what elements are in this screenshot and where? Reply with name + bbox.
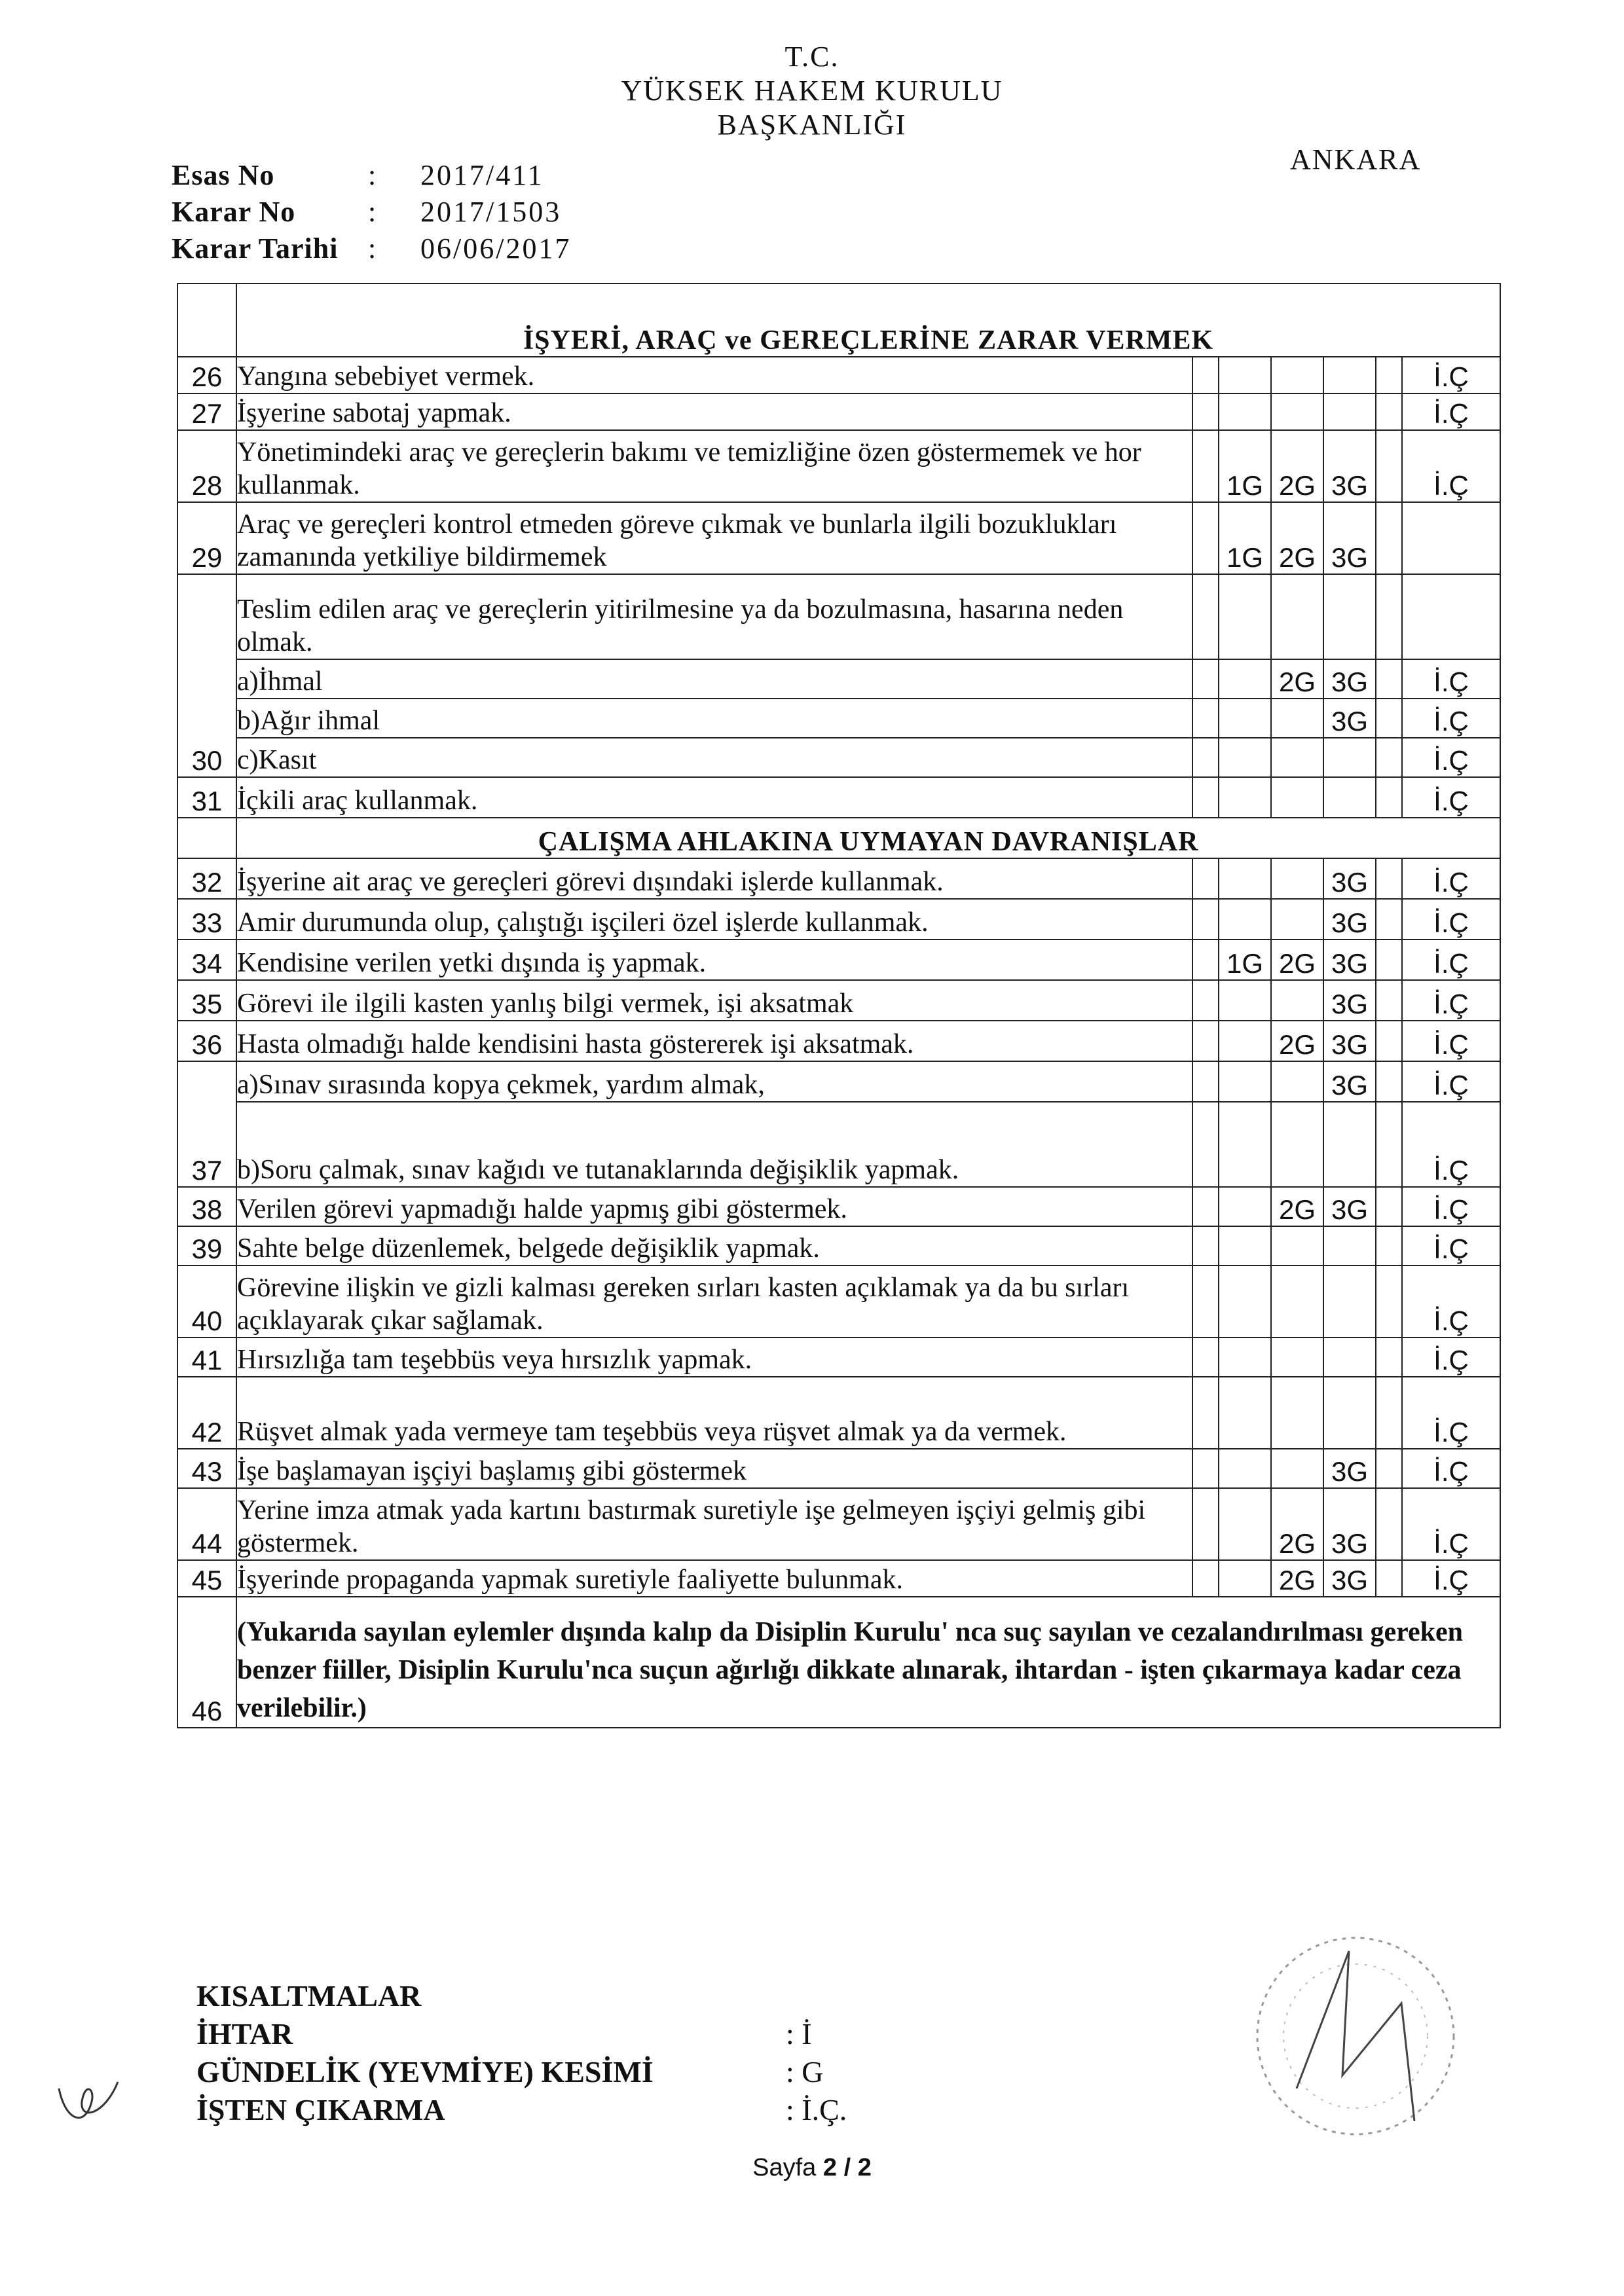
penalty-2g [1271, 1338, 1323, 1377]
row-number: 35 [177, 980, 236, 1021]
row-number: 29 [177, 502, 236, 574]
table-row [177, 393, 1500, 430]
blank-cell [1376, 777, 1402, 818]
blank-cell [1192, 980, 1219, 1021]
row-number: 46 [177, 1597, 236, 1728]
row-number: 26 [177, 357, 236, 393]
penalty-1g [1219, 899, 1271, 939]
penalty-2g: 2G [1271, 659, 1323, 699]
row-number-cell [177, 818, 236, 858]
penalty-dismissal: İ.Ç [1402, 777, 1500, 818]
penalty-2g [1271, 1102, 1323, 1187]
penalty-2g [1271, 1061, 1323, 1102]
penalty-2g: 2G [1271, 430, 1323, 502]
row-description: İşyerine sabotaj yapmak. [236, 393, 1192, 430]
section-title: ÇALIŞMA AHLAKINA UYMAYAN DAVRANIŞLAR [236, 818, 1500, 858]
section-header-row [177, 283, 1500, 357]
blank-cell [1192, 858, 1219, 899]
penalty-1g [1219, 858, 1271, 899]
row-description: c)Kasıt [236, 738, 1192, 777]
blank-cell [1376, 1061, 1402, 1102]
blank-cell [1192, 939, 1219, 980]
blank-cell [1376, 980, 1402, 1021]
note-text: (Yukarıda sayılan eylemler dışında kalıp da Disiplin Kurulu' nca suç sayılan ve cezalandırılması gereken benzer fiiller, Disiplin Kurulu'nca suçun ağırlığı dikkate alınarak, ihtardan - işten çıkarmaya kadar ceza verilebilir.) [236, 1597, 1500, 1728]
blank-cell [1192, 502, 1219, 574]
meta-label: Karar No [172, 196, 296, 228]
row-number: 38 [177, 1187, 236, 1226]
penalty-2g: 2G [1271, 502, 1323, 574]
penalty-3g: 3G [1323, 1449, 1376, 1488]
page-number: Sayfa 2 / 2 [752, 2154, 872, 2181]
table-row [177, 1266, 1500, 1338]
row-number: 36 [177, 1021, 236, 1061]
blank-cell [1376, 858, 1402, 899]
table-row [177, 980, 1500, 1021]
table-row [177, 430, 1500, 502]
penalty-1g: 1G [1219, 939, 1271, 980]
penalty-3g [1323, 357, 1376, 393]
abbreviation-value: : İ [786, 2017, 812, 2050]
penalty-2g [1271, 1449, 1323, 1488]
blank-cell [1376, 393, 1402, 430]
blank-cell [1376, 1449, 1402, 1488]
blank-cell [1376, 1187, 1402, 1226]
table-row [177, 1226, 1500, 1266]
blank-cell [1192, 430, 1219, 502]
penalty-dismissal: İ.Ç [1402, 1560, 1500, 1597]
penalty-dismissal: İ.Ç [1402, 1102, 1500, 1187]
penalty-dismissal: İ.Ç [1402, 1061, 1500, 1102]
penalty-dismissal: İ.Ç [1402, 1338, 1500, 1377]
row-description: Araç ve gereçleri kontrol etmeden göreve çıkmak ve bunlarla ilgili bozuklukları zamanında yetkiliye bildirmemek [236, 502, 1192, 574]
table-row [177, 1488, 1500, 1560]
penalty-1g [1219, 980, 1271, 1021]
meta-value: 06/06/2017 [420, 232, 572, 264]
row-number: 39 [177, 1226, 236, 1266]
penalty-2g [1271, 699, 1323, 738]
penalty-dismissal: İ.Ç [1402, 659, 1500, 699]
penalty-1g [1219, 1187, 1271, 1226]
table-row [177, 1449, 1500, 1488]
table-row [177, 777, 1500, 818]
row-number: 27 [177, 393, 236, 430]
row-description: Görevine ilişkin ve gizli kalması gereken sırları kasten açıklamak ya da bu sırları açıklayarak çıkar sağlamak. [236, 1266, 1192, 1338]
table-row [177, 939, 1500, 980]
penalty-3g [1323, 1226, 1376, 1266]
penalty-3g: 3G [1323, 1187, 1376, 1226]
row-description: İşyerinde propaganda yapmak suretiyle faaliyette bulunmak. [236, 1560, 1192, 1597]
penalty-1g [1219, 1449, 1271, 1488]
row-description: Hırsızlığa tam teşebbüs veya hırsızlık yapmak. [236, 1338, 1192, 1377]
row-description: Teslim edilen araç ve gereçlerin yitirilmesine ya da bozulmasına, hasarına neden olmak. [236, 574, 1192, 659]
penalty-1g [1219, 738, 1271, 777]
blank-cell [1192, 574, 1219, 659]
penalty-2g [1271, 1377, 1323, 1449]
row-description: Sahte belge düzenlemek, belgede değişiklik yapmak. [236, 1226, 1192, 1266]
row-description: Yönetimindeki araç ve gereçlerin bakımı ve temizliğine özen göstermemek ve hor kullanmak. [236, 430, 1192, 502]
penalty-1g [1219, 1338, 1271, 1377]
table-row [177, 574, 1500, 659]
section-title: İŞYERİ, ARAÇ ve GEREÇLERİNE ZARAR VERMEK [236, 283, 1500, 357]
table-row [177, 1061, 1500, 1102]
table-row [177, 1560, 1500, 1597]
row-description: Hasta olmadığı halde kendisini hasta göstererek işi aksatmak. [236, 1021, 1192, 1061]
blank-cell [1192, 1266, 1219, 1338]
blank-cell [1192, 357, 1219, 393]
blank-cell [1192, 1021, 1219, 1061]
blank-cell [1192, 1560, 1219, 1597]
section-header-row [177, 818, 1500, 858]
row-description: İşyerine ait araç ve gereçleri görevi dışındaki işlerde kullanmak. [236, 858, 1192, 899]
blank-cell [1376, 659, 1402, 699]
penalty-1g [1219, 1102, 1271, 1187]
penalty-dismissal: İ.Ç [1402, 738, 1500, 777]
row-description: İçkili araç kullanmak. [236, 777, 1192, 818]
note-row [177, 1597, 1500, 1728]
table-row [177, 858, 1500, 899]
table-row [177, 1377, 1500, 1449]
penalty-1g [1219, 1266, 1271, 1338]
penalty-2g [1271, 980, 1323, 1021]
penalty-2g: 2G [1271, 1560, 1323, 1597]
row-number: 40 [177, 1266, 236, 1338]
penalty-dismissal: İ.Ç [1402, 939, 1500, 980]
blank-cell [1376, 1021, 1402, 1061]
penalty-1g: 1G [1219, 502, 1271, 574]
header-institution: YÜKSEK HAKEM KURULU [621, 75, 1003, 107]
page-current: 2 [822, 2154, 838, 2181]
penalty-3g [1323, 777, 1376, 818]
penalty-1g [1219, 1061, 1271, 1102]
page-total: 2 [857, 2154, 872, 2181]
abbreviation-label: İHTAR [196, 2017, 293, 2050]
penalty-dismissal: İ.Ç [1402, 357, 1500, 393]
row-description: a)Sınav sırasında kopya çekmek, yardım almak, [236, 1061, 1192, 1102]
row-description: Verilen görevi yapmadığı halde yapmış gibi göstermek. [236, 1187, 1192, 1226]
penalty-3g: 3G [1323, 899, 1376, 939]
penalty-1g [1219, 1021, 1271, 1061]
meta-value: 2017/1503 [420, 196, 562, 228]
penalty-2g [1271, 393, 1323, 430]
penalty-2g [1271, 777, 1323, 818]
blank-cell [1376, 899, 1402, 939]
meta-value: 2017/411 [420, 159, 544, 191]
penalty-3g: 3G [1323, 1061, 1376, 1102]
penalty-2g [1271, 357, 1323, 393]
blank-cell [1376, 939, 1402, 980]
table-row [177, 502, 1500, 574]
penalty-dismissal: İ.Ç [1402, 980, 1500, 1021]
table-row [177, 1102, 1500, 1187]
row-description: Kendisine verilen yetki dışında iş yapmak. [236, 939, 1192, 980]
blank-cell [1376, 738, 1402, 777]
row-number: 32 [177, 858, 236, 899]
row-number: 42 [177, 1377, 236, 1449]
abbreviation-label: İŞTEN ÇIKARMA [196, 2093, 445, 2126]
penalty-3g [1323, 1338, 1376, 1377]
blank-cell [1192, 1488, 1219, 1560]
table-row [177, 1187, 1500, 1226]
row-number: 34 [177, 939, 236, 980]
blank-cell [1192, 899, 1219, 939]
penalty-2g [1271, 574, 1323, 659]
blank-cell [1192, 1449, 1219, 1488]
penalty-2g: 2G [1271, 1488, 1323, 1560]
abbreviation-label: GÜNDELİK (YEVMİYE) KESİMİ [196, 2055, 654, 2088]
penalty-1g [1219, 777, 1271, 818]
row-description: Amir durumunda olup, çalıştığı işçileri özel işlerde kullanmak. [236, 899, 1192, 939]
penalty-3g: 3G [1323, 502, 1376, 574]
signature-mark [46, 2062, 124, 2141]
row-description: Yangına sebebiyet vermek. [236, 357, 1192, 393]
header-tc: T.C. [784, 41, 840, 73]
penalty-dismissal: İ.Ç [1402, 430, 1500, 502]
meta-row-tarih: Karar Tarihi : 06/06/2017 [172, 230, 571, 267]
table-row [177, 899, 1500, 939]
blank-cell [1192, 699, 1219, 738]
blank-cell [1376, 1102, 1402, 1187]
blank-cell [1376, 502, 1402, 574]
penalty-3g: 3G [1323, 699, 1376, 738]
blank-cell [1376, 574, 1402, 659]
row-number: 33 [177, 899, 236, 939]
penalty-1g [1219, 1226, 1271, 1266]
abbreviations-title: KISALTMALAR [196, 1979, 422, 2013]
penalty-3g: 3G [1323, 1560, 1376, 1597]
row-number-cell [177, 283, 236, 357]
penalty-3g [1323, 1377, 1376, 1449]
row-number: 30 [177, 574, 236, 777]
meta-label: Esas No [172, 159, 275, 191]
row-number: 37 [177, 1061, 236, 1187]
blank-cell [1192, 1061, 1219, 1102]
penalty-1g [1219, 659, 1271, 699]
abbreviation-value: : İ.Ç. [786, 2093, 847, 2126]
penalty-3g: 3G [1323, 980, 1376, 1021]
penalty-dismissal [1402, 574, 1500, 659]
row-number: 41 [177, 1338, 236, 1377]
penalty-3g: 3G [1323, 858, 1376, 899]
header-presidency: BAŞKANLIĞI [717, 109, 907, 141]
penalty-2g [1271, 1226, 1323, 1266]
penalty-dismissal: İ.Ç [1402, 1187, 1500, 1226]
row-number: 45 [177, 1560, 236, 1597]
blank-cell [1192, 393, 1219, 430]
penalty-dismissal: İ.Ç [1402, 1488, 1500, 1560]
row-number: 28 [177, 430, 236, 502]
penalty-3g: 3G [1323, 1021, 1376, 1061]
penalty-dismissal: İ.Ç [1402, 858, 1500, 899]
table-row [177, 1021, 1500, 1061]
penalty-2g: 2G [1271, 1187, 1323, 1226]
penalty-1g [1219, 1488, 1271, 1560]
penalty-dismissal: İ.Ç [1402, 1377, 1500, 1449]
penalty-3g: 3G [1323, 430, 1376, 502]
penalty-1g [1219, 699, 1271, 738]
penalty-dismissal [1402, 502, 1500, 574]
penalty-2g [1271, 899, 1323, 939]
row-description: Görevi ile ilgili kasten yanlış bilgi vermek, işi aksatmak [236, 980, 1192, 1021]
penalty-3g [1323, 1102, 1376, 1187]
meta-label: Karar Tarihi [172, 232, 339, 264]
table-row [177, 357, 1500, 393]
penalty-3g [1323, 393, 1376, 430]
blank-cell [1192, 1226, 1219, 1266]
blank-cell [1376, 1338, 1402, 1377]
row-description: Rüşvet almak yada vermeye tam teşebbüs veya rüşvet almak ya da vermek. [236, 1377, 1192, 1449]
table-row [177, 659, 1500, 699]
penalty-dismissal: İ.Ç [1402, 899, 1500, 939]
row-number: 43 [177, 1449, 236, 1488]
blank-cell [1376, 1226, 1402, 1266]
row-description: b)Ağır ihmal [236, 699, 1192, 738]
penalty-dismissal: İ.Ç [1402, 1449, 1500, 1488]
abbreviation-row [196, 2015, 847, 2053]
penalty-3g [1323, 738, 1376, 777]
abbreviation-row [196, 2053, 847, 2091]
blank-cell [1192, 1377, 1219, 1449]
penalty-2g [1271, 858, 1323, 899]
abbreviation-row [196, 2091, 847, 2129]
penalty-2g [1271, 738, 1323, 777]
penalty-dismissal: İ.Ç [1402, 393, 1500, 430]
penalty-1g [1219, 393, 1271, 430]
blank-cell [1376, 430, 1402, 502]
official-stamp [1218, 1925, 1493, 2147]
row-description: a)İhmal [236, 659, 1192, 699]
penalty-3g: 3G [1323, 939, 1376, 980]
penalty-1g [1219, 1377, 1271, 1449]
blank-cell [1192, 1187, 1219, 1226]
penalty-dismissal: İ.Ç [1402, 1021, 1500, 1061]
penalty-3g [1323, 1266, 1376, 1338]
abbreviations [196, 1977, 847, 2129]
penalty-dismissal: İ.Ç [1402, 699, 1500, 738]
penalty-3g: 3G [1323, 1488, 1376, 1560]
blank-cell [1376, 1560, 1402, 1597]
blank-cell [1192, 1102, 1219, 1187]
blank-cell [1192, 777, 1219, 818]
penalty-2g: 2G [1271, 1021, 1323, 1061]
table-row [177, 1338, 1500, 1377]
blank-cell [1192, 659, 1219, 699]
blank-cell [1376, 357, 1402, 393]
case-meta [172, 157, 571, 267]
penalty-1g: 1G [1219, 430, 1271, 502]
blank-cell [1192, 1338, 1219, 1377]
penalty-1g [1219, 574, 1271, 659]
blank-cell [1376, 1377, 1402, 1449]
blank-cell [1376, 1488, 1402, 1560]
penalty-3g [1323, 574, 1376, 659]
penalty-table [177, 283, 1501, 1728]
row-description: İşe başlamayan işçiyi başlamış gibi göstermek [236, 1449, 1192, 1488]
blank-cell [1376, 1266, 1402, 1338]
penalty-dismissal: İ.Ç [1402, 1226, 1500, 1266]
penalty-2g [1271, 1266, 1323, 1338]
row-number: 44 [177, 1488, 236, 1560]
row-description: b)Soru çalmak, sınav kağıdı ve tutanaklarında değişiklik yapmak. [236, 1102, 1192, 1187]
blank-cell [1192, 738, 1219, 777]
row-number: 31 [177, 777, 236, 818]
meta-row-esas: Esas No : 2017/411 [172, 157, 571, 194]
row-description: Yerine imza atmak yada kartını bastırmak suretiyle işe gelmeyen işçiyi gelmiş gibi göstermek. [236, 1488, 1192, 1560]
meta-row-karar: Karar No : 2017/1503 [172, 194, 571, 230]
table-row [177, 699, 1500, 738]
penalty-1g [1219, 357, 1271, 393]
city-label: ANKARA [1290, 143, 1422, 175]
penalty-2g: 2G [1271, 939, 1323, 980]
penalty-dismissal: İ.Ç [1402, 1266, 1500, 1338]
penalty-3g: 3G [1323, 659, 1376, 699]
table-row [177, 738, 1500, 777]
abbreviation-value: : G [786, 2055, 824, 2088]
penalty-1g [1219, 1560, 1271, 1597]
blank-cell [1376, 699, 1402, 738]
